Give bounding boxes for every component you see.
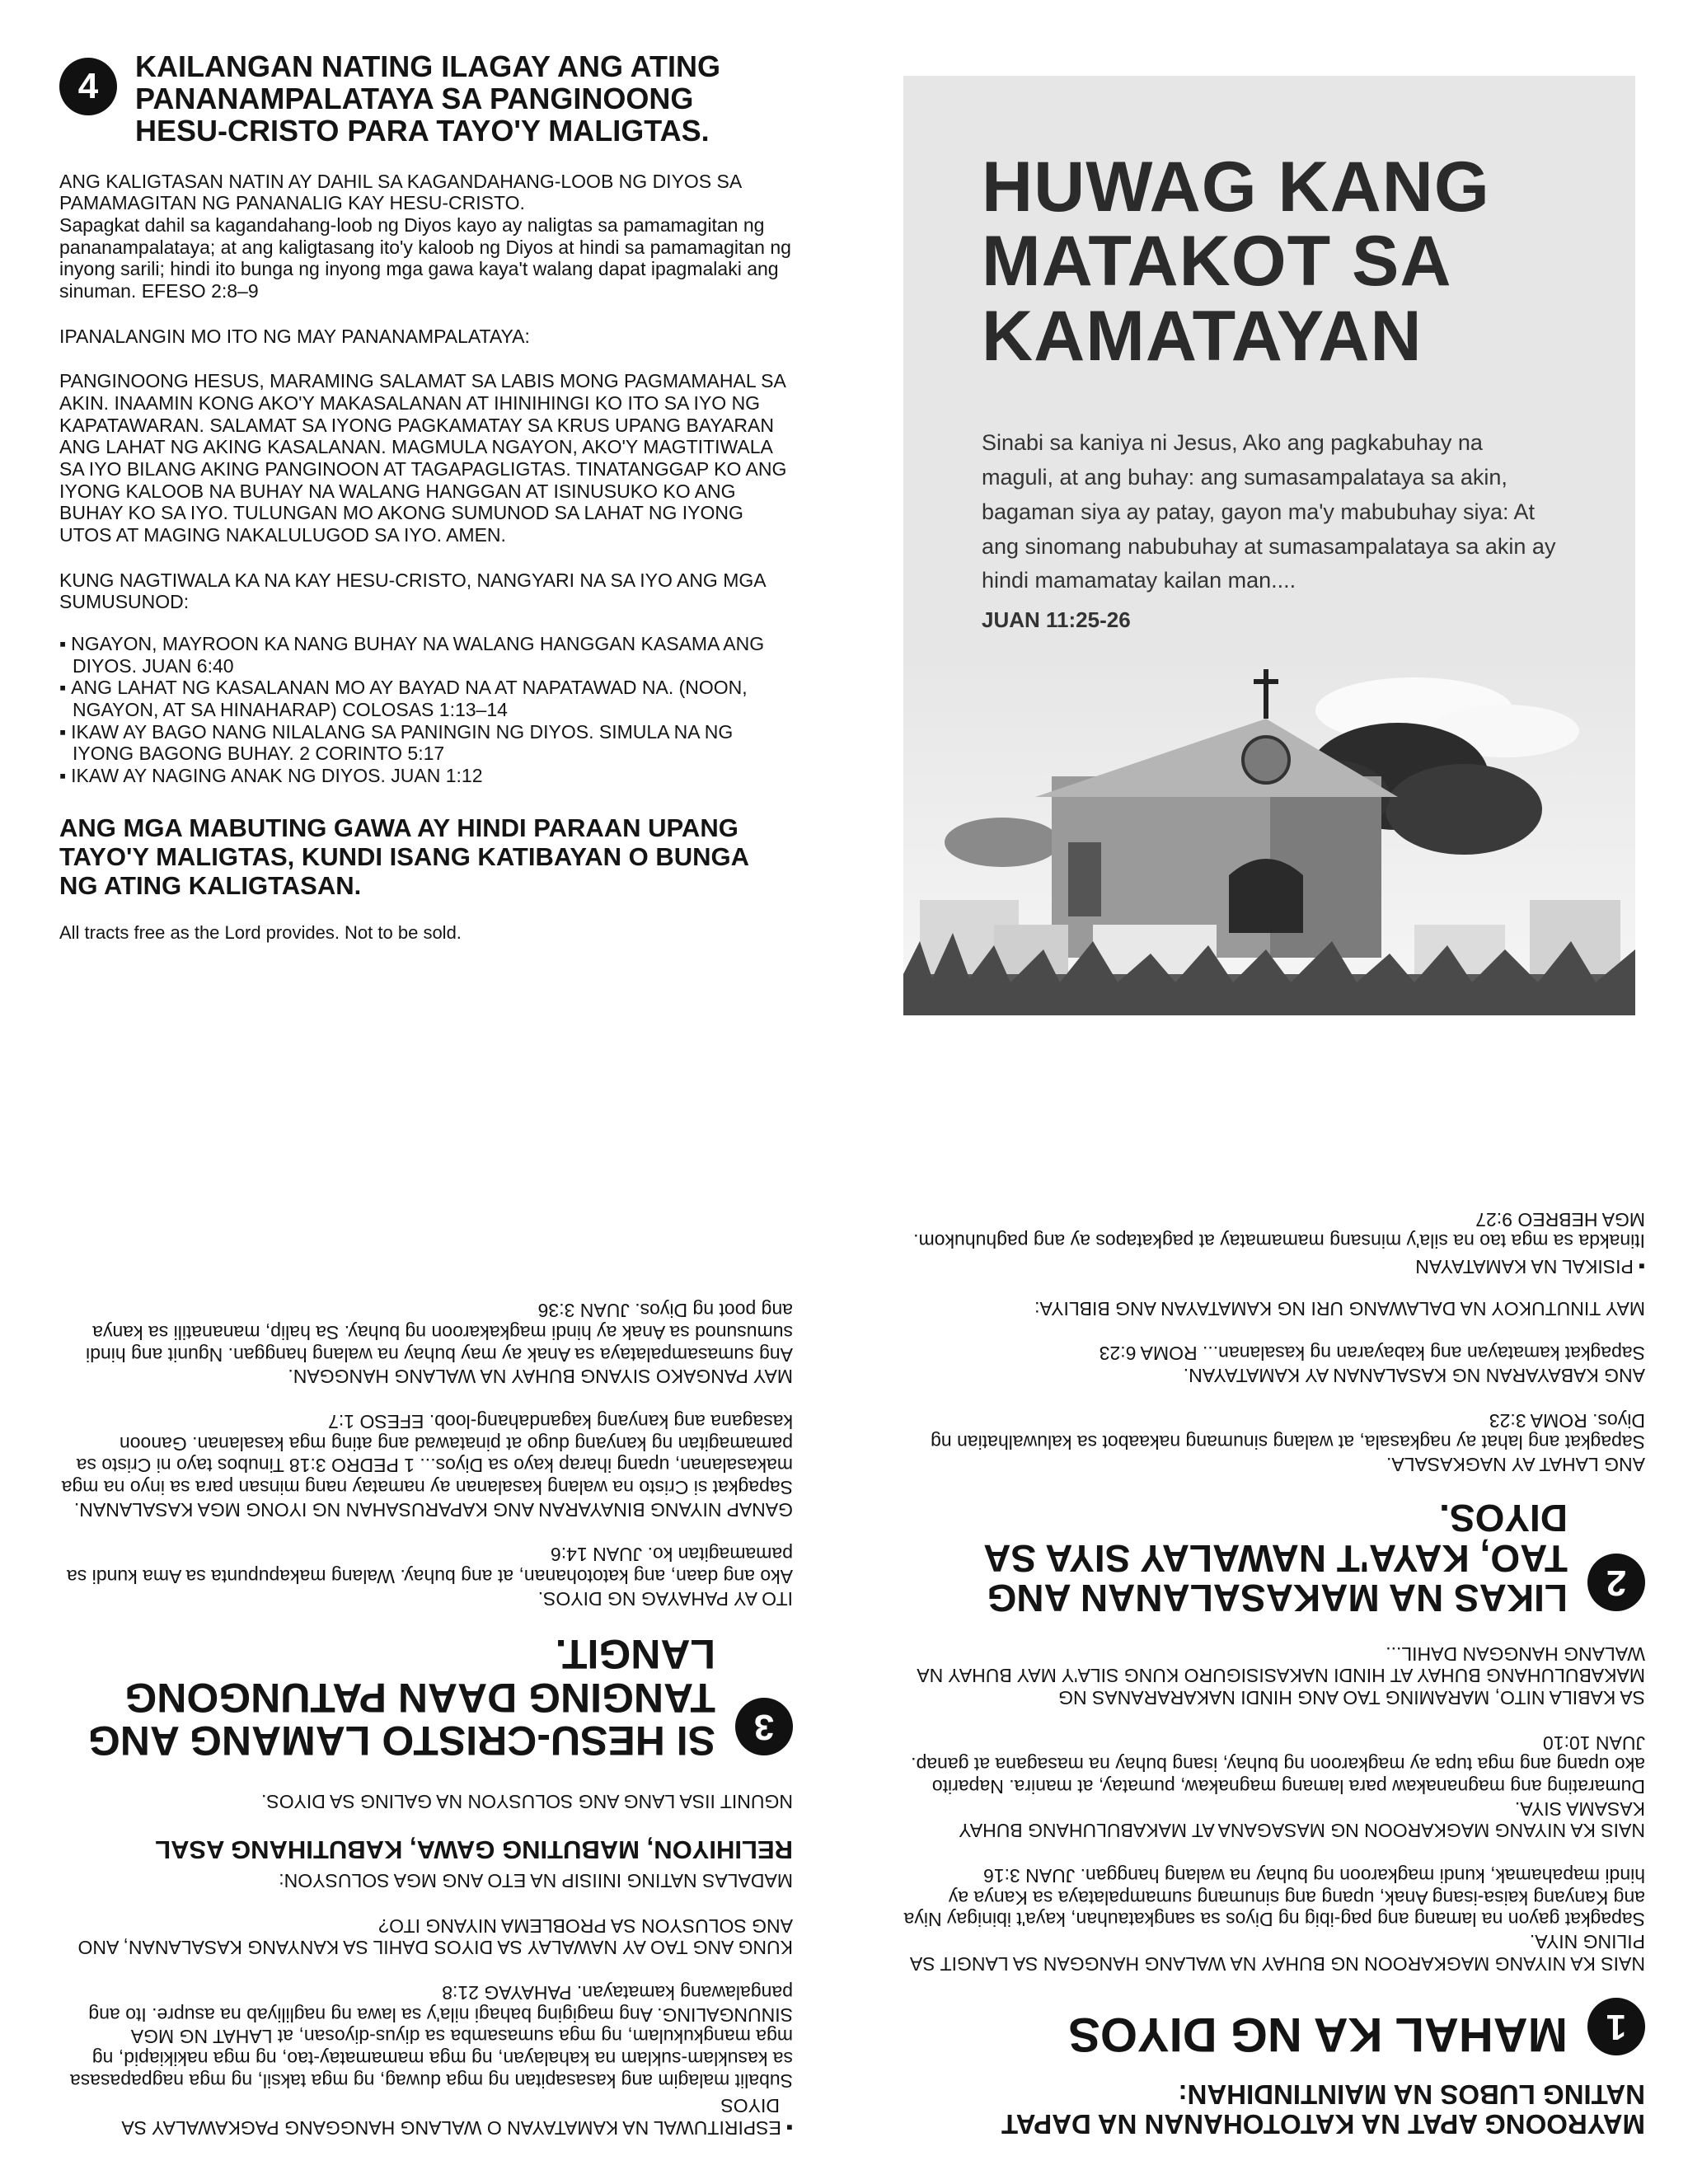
statement: NAIS KA NIYANG MAGKAROON NG BUHAY NA WALANG HANGGAN SA LANGIT SA PILING NIYA. — [911, 1931, 1645, 1975]
cover-reference: JUAN 11:25-26 — [982, 607, 1131, 632]
section-body — [59, 1300, 793, 1388]
verse-text: Sapagkat kamatayan ang kabayaran ng kasalanan... ROMA 6:23 — [1099, 1343, 1645, 1365]
cover-verse: Sinabi sa kaniya ni Jesus, Ako ang pagkabuhay na maguli, at ang buhay: ang sumasampalataya sa akin, bagaman siya ay patay, gayon ma'y mabubuhay siya: At ang sinomang nabubuhay at sumasampalataya sa akin ay hindi mamamatay kailan man.... — [982, 430, 1556, 593]
panel-section-1-2 — [903, 1141, 1645, 2139]
cover-title-line: KAMATAYAN — [982, 296, 1423, 376]
after-block — [59, 569, 793, 613]
panel-section-4 — [59, 51, 793, 944]
verse-text: Sapagkat gayon na lamang ang pag-ibig ng Diyos sa sangkatauhan, kaya't ibinigay Niya ang Kanyang kaisa-isang Anak, upang ang sinumang sumampalataya sa Kanya ay hindi mapahamak, kundi magkaroon ng buhay na walang hanggan. JUAN 3:16 — [903, 1865, 1645, 1931]
section-1-header — [903, 1998, 1645, 2062]
section-4-header — [59, 51, 793, 148]
list-item: ▪ IKAW AY NAGING ANAK NG DIYOS. JUAN 1:12 — [59, 765, 793, 787]
chapel-cemetery-photo — [903, 653, 1635, 1015]
verse-text: Ang sumasampalataya sa Anak ay may buhay na walang hanggan. Ngunit ang hindi sumusunod sa Anak ay hindi magkakaroon ng buhay. Sa halip, mananatili sa kanya ang poot ng Diyos. JUAN 3:36 — [86, 1300, 793, 1366]
section-body — [59, 1544, 793, 1610]
only-solution-block — [59, 1790, 793, 1812]
section-title: SI HESU-CRISTO LAMANG ANG TANGING DAAN PATUNGONG LANGIT. — [87, 1631, 715, 1765]
list-item: ▪ NGAYON, MAYROON KA NANG BUHAY NA WALANG HANGGAN KASAMA ANG DIYOS. JUAN 6:40 — [59, 633, 793, 677]
section-title: LIKAS NA MAKASALANAN ANG TAO, KAYA'T NAWALAY SIYA SA DIYOS. — [984, 1497, 1568, 1620]
verse-text: Subalit malagim ang kasasapitan ng mga duwag, ng mga taksil, ng mga nagpapasasa sa kasuklam-suklam na kahalayan, ng mga mamamatay-tao, ng mga nakikiapid, ng mga mangkukulam, ng mga sumasamba sa diyus-diyosan, at LAHAT NG MGA SINUNGALING. Ang magiging bahagi nila'y sa lawa ng nagliliyab na asupre. Ito ang pangalawang kamatayan. PAHAYAG 21:8 — [69, 1981, 793, 2092]
section-number-badge: 1 — [1587, 1998, 1645, 2055]
statement: ANG LAHAT AY NAGKASALA. — [1386, 1454, 1645, 1476]
question-text: KUNG ANG TAO AY NAWALAY SA DIYOS DAHIL SA KANYANG KASALANAN, ANO ANG SOLUSYON SA PROBLEMA NIYANG ITO? — [77, 1915, 793, 1959]
section-title: KAILANGAN NATING ILAGAY ANG ATING PANANAMPALATAYA SA PANGINOONG HESU-CRISTO PARA TAYO'Y MALIGTAS. — [135, 49, 720, 148]
footer-note: All tracts free as the Lord provides. Not to be sold. — [59, 921, 462, 943]
list-item: ▪ IKAW AY BAGO NANG NILALANG SA PANINGIN NG DIYOS. SIMULA NA NG IYONG BAGONG BUHAY. 2 CORINTO 5:17 — [59, 721, 793, 765]
spiritual-death-verse — [59, 1981, 793, 2091]
list-item: ▪ ANG LAHAT NG KASALANAN MO AY BAYAD NA AT NAPATAWAD NA. (NOON, NGAYON, AT SA HINAHARAP) COLOSAS 1:13–14 — [59, 677, 793, 720]
statement: MAY PANGAKO SIYANG BUHAY NA WALANG HANGGAN. — [288, 1366, 793, 1388]
closing-statement: ANG MGA MABUTING GAWA AY HINDI PARAAN UPANG TAYO'Y MALIGTAS, KUNDI ISANG KATIBAYAN O BUNGA NG ATING KALIGTASAN. — [59, 813, 748, 901]
verse-text: Dumarating ang magnanakaw para lamang magnakaw, pumatay, at manira. Naparito ako upang ang mga tupa ay magkaroon ng buhay, isang buhay na masagana at ganap. JUAN 10:10 — [911, 1732, 1645, 1798]
section-body — [903, 1343, 1645, 1386]
bullet-label: PISIKAL NA KAMATAYAN — [1415, 1256, 1634, 1278]
section-body — [59, 1410, 793, 1520]
section-body — [903, 1864, 1645, 1974]
intro-statement: ANG KALIGTASAN NATIN AY DAHIL SA KAGANDAHANG-LOOB NG DIYOS SA PAMAMAGITAN NG PANANALIG KAY HESU-CRISTO. — [59, 170, 741, 214]
verse-text: Sapagkat dahil sa kagandahang-loob ng Diyos kayo ay naligtas sa pamamagitan ng pananampalataya; at ang kaligtasang ito'y kaloob ng Diyos at hindi sa pamamagitan ng inyong sarili; hindi ito bunga ng inyong mga gawa kaya't walang dapat ipagmalaki ang sinuman. EFESO 2:8–9 — [59, 213, 791, 302]
cover-panel — [903, 76, 1635, 1015]
panel-section-3 — [59, 1141, 793, 2139]
section-body — [903, 1732, 1645, 1841]
list-item — [59, 2095, 793, 2139]
section-title: MAHAL KA NG DIYOS — [1068, 2007, 1568, 2061]
statement: SA KABILA NITO, MARAMING TAO ANG HINDI NAKARARANAS NG MAKABULUHANG BUHAY AT HINDI NAKASISIGURO KUNG SILA'Y MAY BUHAY NA WALANG HANGGAN DAHIL... — [917, 1643, 1645, 1709]
statement: NAIS KA NIYANG MAGKAROON NG MASAGANA AT MAKABULUHANG BUHAY KASAMA SIYA. — [959, 1797, 1645, 1842]
section-number-badge: 2 — [1587, 1554, 1645, 1611]
prayer-text: PANGINOONG HESUS, MARAMING SALAMAT SA LABIS MONG PAGMAMAHAL SA AKIN. INAAMIN KONG AKO'Y MAKASALANAN AT IHINIHINGI KO ITO SA IYO NG KAPATAWARAN. SALAMAT SA IYONG PAGKAMATAY SA KRUS UPANG BAYARAN ANG LAHAT NG AKING KASALANAN. MAGMULA NGAYON, AKO'Y MAGTITIWALA SA IYO BILANG AKING PANGINOON AT TAGAPAGLIGTAS. TINATANGGAP KO ANG IYONG KALOOB NA BUHAY NA WALANG HANGGAN AT ISINUSUKO KO ANG BUHAY KO SA IYO. TULUNGAN MO AKONG SUMUNOD SA LAHAT NG IYONG UTOS AT MAGING NAKALULUGOD SA IYO. AMEN. — [59, 370, 787, 546]
result-list — [59, 633, 793, 787]
verse-text: Sapagkat ang lahat ay nagkasala, at walang sinumang nakaabot sa kaluwalhatian ng Diyos. ROMA 3:23 — [931, 1409, 1645, 1454]
section-body — [903, 1409, 1645, 1475]
death-type-list — [59, 2095, 793, 2139]
section-2-header — [903, 1498, 1645, 1618]
only-solution: NGUNIT IISA LANG ANG SOLUSYON NA GALING SA DIYOS. — [260, 1790, 793, 1812]
prayer-text-block — [59, 370, 793, 546]
cover-title-line: HUWAG KANG — [982, 148, 1490, 227]
death-type-list — [903, 1255, 1645, 1277]
section-number-badge: 4 — [59, 58, 117, 115]
section-body — [903, 1643, 1645, 1708]
intro-heading: MAYROONG APAT NA KATOTOHANAN NA DAPAT NATING LUBOS NA MAINTINDIHAN: — [1001, 2079, 1645, 2139]
section-number-badge: 3 — [735, 1698, 793, 1755]
section-body — [59, 171, 793, 302]
bullet-label: ESPIRITUWAL NA KAMATAYAN O WALANG HANGGANG PAGKAWALAY SA DIYOS — [122, 2095, 781, 2139]
solutions-intro: MADALAS NATING INIISIP NA ETO ANG MGA SOLUSYON: — [279, 1869, 793, 1891]
cover-title — [982, 148, 1490, 376]
verse-text: Itinakda sa mga tao na sila'y minsang mamamatay at pagkatapos ay ang paghuhukom. MGA HEBREO 9:27 — [913, 1208, 1645, 1253]
verse-text: Sapagkat si Cristo na walang kasalanan ay namatay nang minsan para sa inyo na mga makasalanan, upang iharap kayo sa Diyos... 1 PEDRO 3:18 Tinubos tayo ni Cristo sa pamamagitan ng kanyang dugo at pinatawad ang ating mga kasalanan. Ganoon kasagana ang kanyang kagandahang-loob. EFESO 1:7 — [61, 1411, 793, 1499]
statement: GANAP NIYANG BINAYARAN ANG KAPARUSAHAN NG IYONG MGA KASALANAN. — [73, 1498, 793, 1521]
section-body — [903, 1297, 1645, 1319]
section-3-header — [59, 1633, 793, 1763]
solutions-block — [59, 1835, 793, 1891]
after-intro: KUNG NAGTIWALA KA NA KAY HESU-CRISTO, NANGYARI NA SA IYO ANG MGA SUMUSUNOD: — [59, 569, 766, 613]
statement: ITO AY PAHAYAG NG DIYOS. — [537, 1587, 793, 1610]
statement: ANG KABAYARAN NG KASALANAN AY KAMATAYAN. — [1183, 1365, 1645, 1387]
question-block — [59, 1915, 793, 1958]
verse-text: Ako ang daan, ang katotohanan, at ang buhay. Walang makapupunta sa Ama kundi sa pamamagitan ko. JUAN 14:6 — [66, 1544, 793, 1588]
physical-death-verse — [903, 1208, 1645, 1252]
statement: MAY TINUTUKOY NA DALAWANG URI NG KAMATAYAN ANG BIBLIYA: — [1034, 1297, 1645, 1319]
prayer-block — [59, 326, 793, 348]
solutions-list: RELIHIYON, MABUTING GAWA, KABUTIHANG ASAL — [155, 1835, 793, 1865]
prayer-intro: IPANALANGIN MO ITO NG MAY PANANAMPALATAYA: — [59, 325, 530, 347]
cover-title-line: MATAKOT SA — [982, 222, 1452, 302]
list-item — [903, 1255, 1645, 1277]
